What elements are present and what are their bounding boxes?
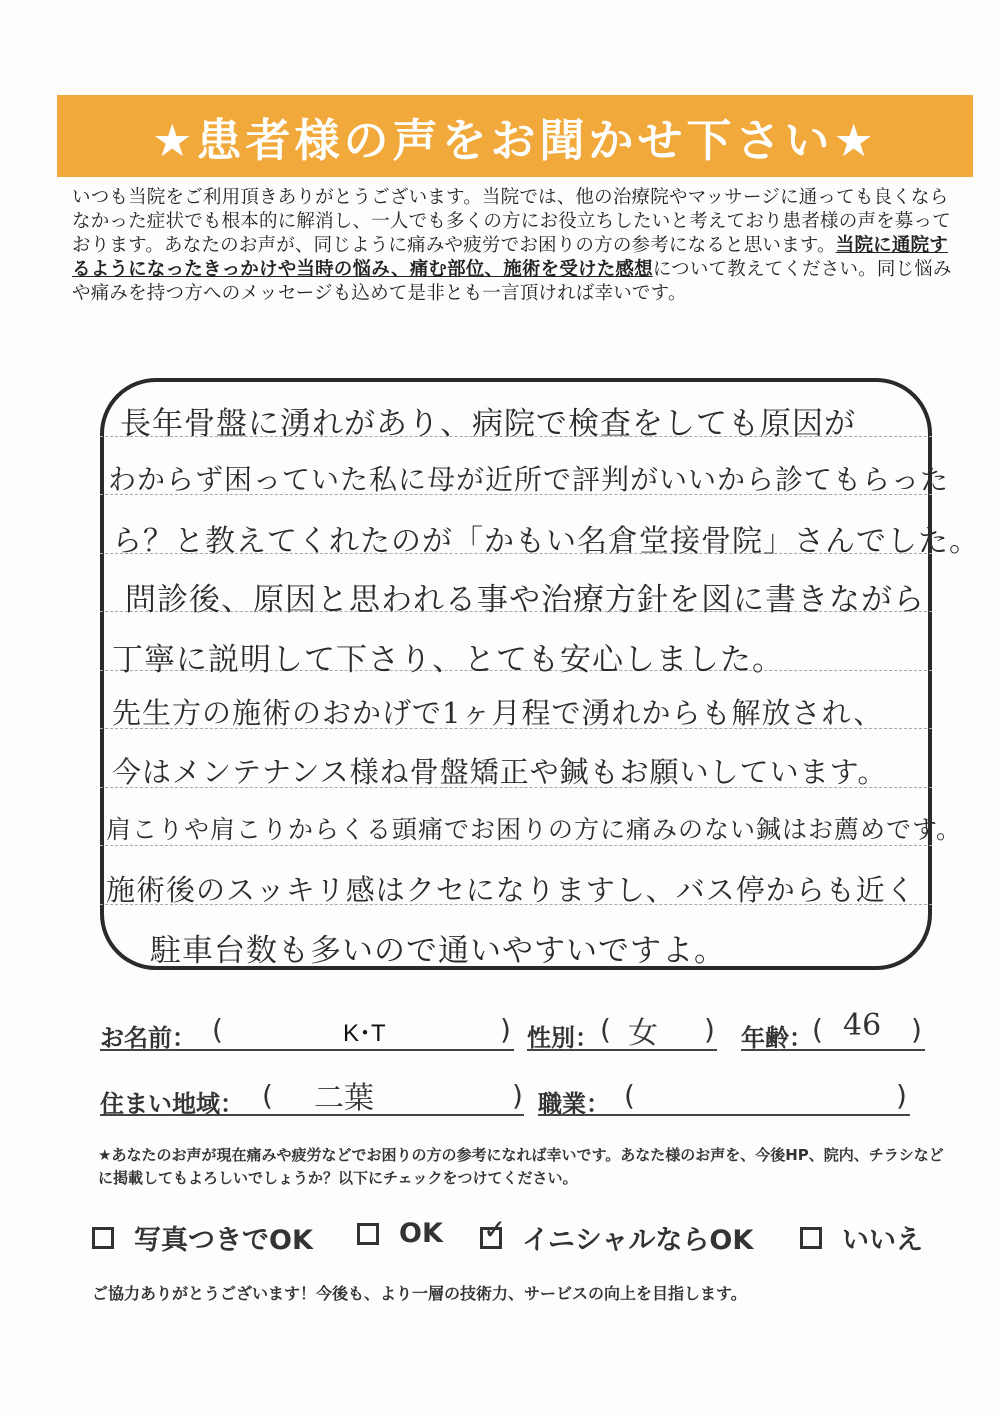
open-paren: (: [600, 1013, 611, 1046]
area-underline: [100, 1114, 524, 1116]
option-label: OK: [399, 1218, 443, 1249]
close-paren: ): [896, 1079, 907, 1112]
open-paren: (: [262, 1079, 273, 1112]
close-paren: ): [911, 1013, 922, 1046]
gender-label: 性別：: [527, 1024, 599, 1052]
message-line: 肩こりや肩こりからくる頭痛でお困りの方に痛みのない鍼はお薦めです。: [106, 815, 963, 844]
open-paren: (: [624, 1079, 635, 1112]
message-line: 長年骨盤に湧れがあり、病院で検査をしても原因が: [120, 406, 856, 442]
intro-text-before: いつも当院をご利用頂きありがとうございます。当院では、他の治療院やマッサージに通っても良くならなかった症状でも根本的に解消し、一人でも多くの方にお役立ちしたいと考えており患者様の声を募っております。あなたのお声が、同じように痛みや疲労でお困りの方の参考になると思います。: [72, 187, 951, 256]
close-paren: ): [500, 1013, 511, 1046]
area-value: 二葉: [314, 1081, 374, 1116]
banner-title: ★患者様の声をお聞かせ下さい★: [152, 113, 878, 167]
footer-text: ご協力ありがとうございます！今後も、より一層の技術力、サービスの向上を目指します。: [92, 1284, 747, 1303]
close-paren: ): [512, 1079, 523, 1112]
option-label: いいえ: [842, 1225, 923, 1256]
message-line: 丁寧に説明して下さり、とても安心しました。: [112, 642, 784, 678]
open-paren: (: [812, 1013, 823, 1046]
option-label: イニシャルならOK: [522, 1225, 754, 1256]
checkbox[interactable]: [357, 1223, 379, 1245]
option-no[interactable]: [800, 1218, 923, 1257]
message-line: わからず困っていた私に母が近所で評判がいいから診てもらった: [108, 463, 950, 496]
checkbox-checked[interactable]: [480, 1212, 507, 1249]
check-mark-icon: ✓: [483, 1212, 507, 1246]
title-banner: [57, 95, 973, 177]
intro-emphasis: 当院に通院するようになったきっかけや当時の悩み、痛む部位、施術を受けた感想: [72, 235, 948, 280]
option-label: 写真つきでOK: [134, 1225, 313, 1256]
intro-text-after: について教えてください。同じ悩みや痛みを持つ方へのメッセージも込めて是非とも一言頂ければ幸いです。: [72, 259, 952, 304]
gender-underline: [527, 1049, 717, 1051]
area-label: 住まい地域：: [100, 1090, 244, 1118]
job-underline: [538, 1114, 910, 1116]
option-ok[interactable]: [357, 1218, 443, 1249]
checkbox[interactable]: [800, 1227, 822, 1249]
option-initials-ok[interactable]: [480, 1212, 754, 1257]
age-label: 年齢：: [741, 1024, 813, 1052]
age-value: 46: [843, 1008, 882, 1043]
consent-text: ★あなたのお声が現在痛みや疲労などでお困りの方の参考になれば幸いです。あなた様のお声を、今後HP、院内、チラシなどに掲載してもよろしいでしょうか？以下にチェックをつけてください。: [98, 1146, 944, 1187]
checkbox[interactable]: [92, 1227, 114, 1249]
message-line: 施術後のスッキリ感はクセになりますし、バス停からも近く: [106, 873, 916, 907]
open-paren: (: [212, 1013, 223, 1046]
message-line: 先生方の施術のおかげで1ヶ月程で湧れからも解放され、: [112, 696, 884, 730]
age-underline: [741, 1049, 925, 1051]
name-value: K･T: [343, 1020, 386, 1047]
intro-paragraph: [72, 186, 962, 306]
option-photo-ok[interactable]: [92, 1218, 313, 1257]
message-line: 今はメンテナンス様ね骨盤矯正や鍼もお願いしています。: [112, 755, 888, 789]
message-line: ら？と教えてくれたのが「かもい名倉堂接骨院」さんでした。: [112, 524, 980, 559]
name-label: お名前：: [100, 1024, 196, 1052]
close-paren: ): [704, 1013, 715, 1046]
message-line: 駐車台数も多いので通いやすいですよ。: [150, 933, 726, 969]
name-underline: [100, 1049, 514, 1051]
gender-value: 女: [628, 1016, 658, 1051]
message-line: 問診後、原因と思われる事や治療方針を図に書きながら: [125, 582, 925, 618]
job-label: 職業：: [538, 1090, 610, 1118]
